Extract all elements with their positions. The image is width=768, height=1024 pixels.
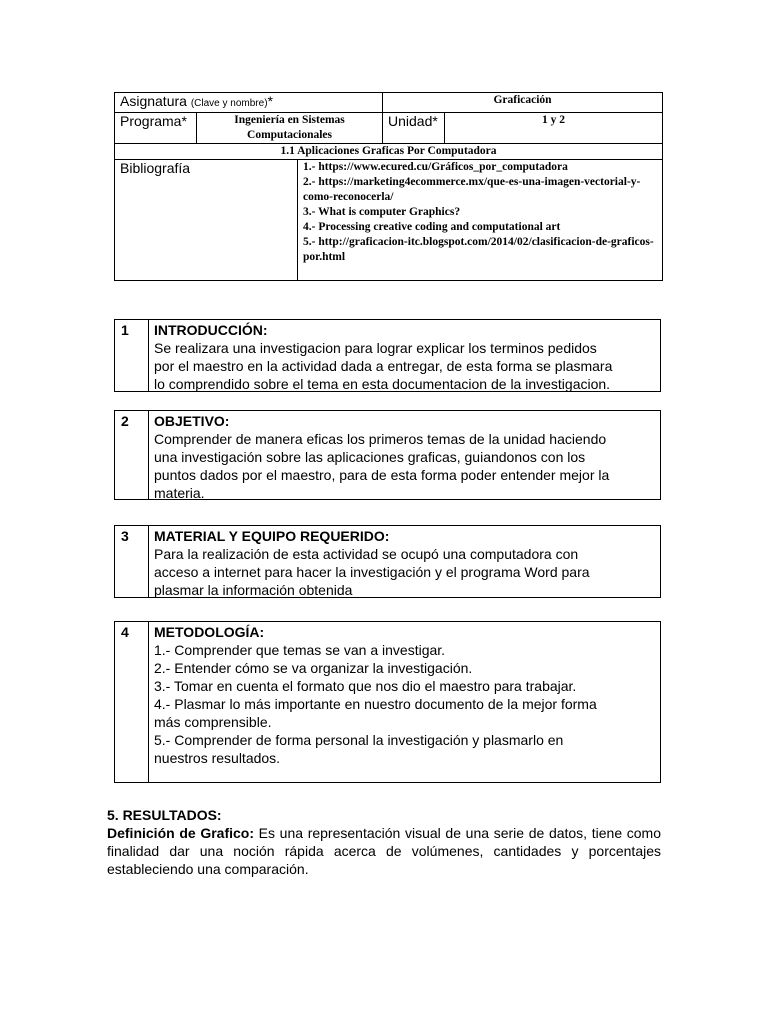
- section-title: MATERIAL Y EQUIPO REQUERIDO:: [154, 528, 390, 544]
- section-line: una investigación sobre las aplicaciones graficas, guiandonos con los: [154, 449, 586, 465]
- section-line: nuestros resultados.: [154, 750, 281, 766]
- section-line: más comprensible.: [154, 714, 272, 730]
- section-content: [149, 411, 660, 499]
- section-number: 1: [115, 320, 149, 391]
- asignatura-label-cell: [115, 93, 383, 113]
- section-line: puntos dados por el maestro, para de esta forma poder entender mejor la: [154, 467, 610, 483]
- section-line: por el maestro en la actividad dada a entregar, de esta forma se plasmara: [154, 358, 613, 374]
- results-term: Definición de Grafico:: [107, 825, 255, 841]
- bibliografia-label: Bibliografía: [115, 160, 298, 281]
- asignatura-label: Asignatura: [120, 93, 187, 109]
- bibliografia-item: 3.- What is computer Graphics?: [303, 206, 461, 218]
- section-line: Comprender de manera eficas los primeros temas de la unidad haciendo: [154, 431, 607, 447]
- asignatura-value: Graficación: [383, 93, 663, 113]
- unidad-value: 1 y 2: [445, 113, 663, 144]
- section-line: 5.- Comprender de forma personal la investigación y plasmarlo en: [154, 732, 564, 748]
- section-line: 3.- Tomar en cuenta el formato que nos dio el maestro para trabajar.: [154, 678, 577, 694]
- section-content: [149, 320, 660, 391]
- bibliografia-item: 5.- http://graficacion-itc.blogspot.com/2014/02/clasificacion-de-graficos-por.html: [303, 236, 654, 263]
- results-paragraph: [107, 824, 661, 878]
- section-line: lo comprendido sobre el tema en esta documentacion de la investigacion.: [154, 376, 611, 392]
- bibliografia-list: [298, 160, 663, 281]
- section-content: [149, 526, 660, 597]
- section-line: Se realizara una investigacion para lograr explicar los terminos pedidos: [154, 340, 597, 356]
- programa-value: Ingeniería en Sistemas Computacionales: [197, 113, 383, 144]
- course-info-table: [114, 92, 663, 281]
- section-line: Para la realización de esta actividad se ocupó una computadora con: [154, 546, 579, 562]
- section-content: [149, 622, 660, 782]
- tema-title: 1.1 Aplicaciones Graficas Por Computadora: [115, 144, 663, 160]
- section-title: INTRODUCCIÓN:: [154, 322, 268, 338]
- section-material: [114, 525, 661, 598]
- bibliografia-item: 1.- https://www.ecured.cu/Gráficos_por_computadora: [303, 161, 568, 173]
- section-line: 1.- Comprender que temas se van a investigar.: [154, 642, 446, 658]
- section-number: 3: [115, 526, 149, 597]
- results-section: [107, 806, 661, 878]
- section-title: METODOLOGÍA:: [154, 624, 265, 640]
- section-objetivo: [114, 410, 661, 500]
- section-number: 2: [115, 411, 149, 499]
- asignatura-required-mark: *: [267, 93, 273, 109]
- section-line: 4.- Plasmar lo más importante en nuestro documento de la mejor forma: [154, 696, 597, 712]
- results-definition: Es una representación visual de una serie de datos, tiene como finalidad dar una noción rápida acerca de volúmenes, cantidades y porcentajes estableciendo una comparación.: [107, 825, 661, 877]
- bibliografia-item: 4.- Processing creative coding and computational art: [303, 221, 561, 233]
- bibliografia-item: 2.- https://marketing4ecommerce.mx/que-es-una-imagen-vectorial-y-como-reconocerla/: [303, 176, 641, 203]
- section-line: materia.: [154, 485, 205, 501]
- section-metodologia: [114, 621, 661, 783]
- section-line: acceso a internet para hacer la investigación y el programa Word para: [154, 564, 590, 580]
- section-line: 2.- Entender cómo se va organizar la investigación.: [154, 660, 473, 676]
- asignatura-sublabel: (Clave y nombre): [190, 98, 268, 109]
- results-heading: 5. RESULTADOS:: [107, 807, 222, 823]
- section-number: 4: [115, 622, 149, 782]
- section-introduccion: [114, 319, 661, 392]
- section-line: plasmar la información obtenida: [154, 582, 353, 598]
- section-title: OBJETIVO:: [154, 413, 230, 429]
- unidad-label: Unidad*: [383, 113, 445, 144]
- programa-label: Programa*: [115, 113, 197, 144]
